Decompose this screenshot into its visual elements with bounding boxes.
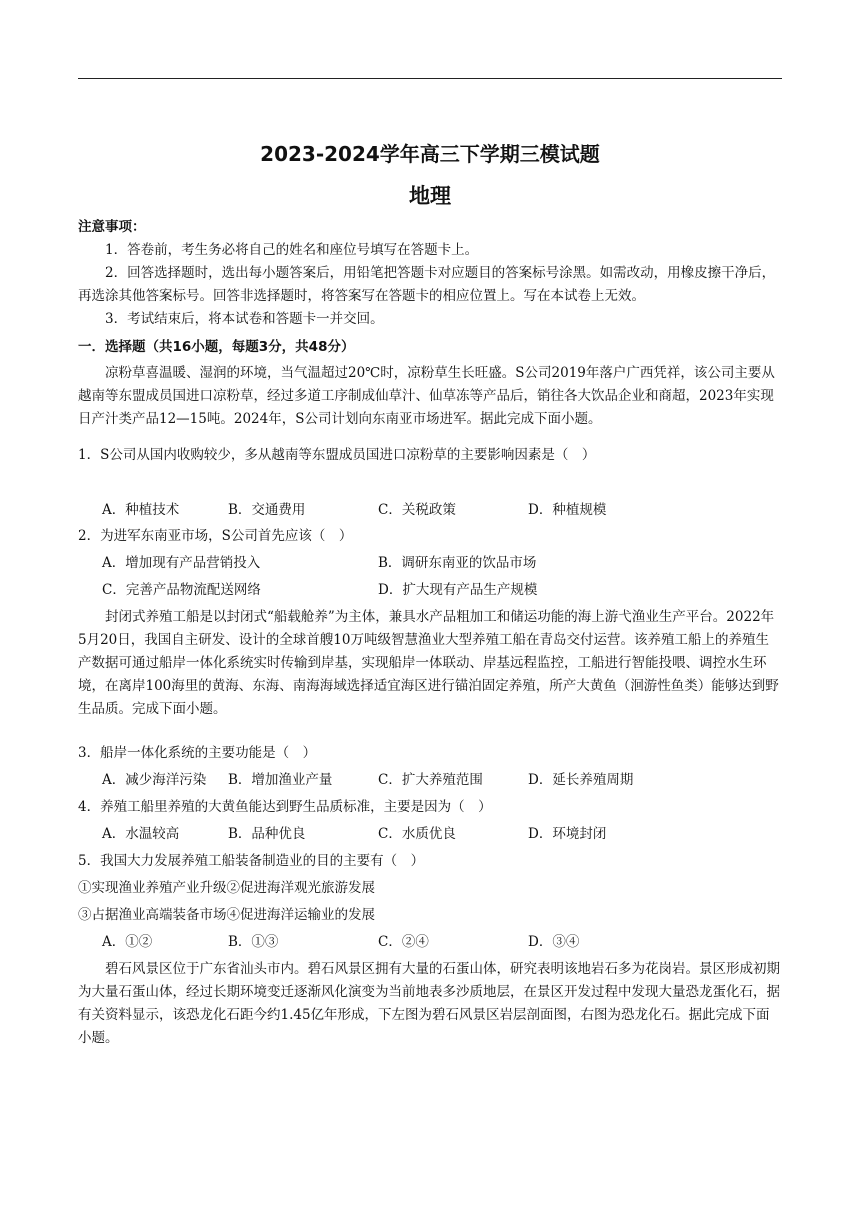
option-b: B．交通费用 [228,502,306,518]
question-5-statements-1: ①实现渔业养殖产业升级②促进海洋观光旅游发展 [78,880,375,896]
option-b: B．调研东南亚的饮品市场 [378,555,537,571]
option-c: C．②④ [378,934,429,950]
notice-heading: 注意事项： [78,219,146,235]
passage-1: 凉粉草喜温暖、湿润的环境，当气温超过20℃时，凉粉草生长旺盛。S公司2019年落户广西凭祥，该公司主要从越南等东盟成员国进口凉粉草，经过多道工序制成仙草汁、仙草冻等产品后，销往各大饮品企业和商超，2023年实现日产汁类产品12—15吨。2024年，S公司计划向东南亚市场进军。据此完成下面小题。 [78,365,775,427]
question-4-stem: 4．养殖工船里养殖的大黄鱼能达到野生品质标准，主要是因为（ ） [78,799,492,815]
question-2-stem: 2．为进军东南亚市场，S公司首先应该（ ） [78,528,353,544]
option-d: D．延长养殖周期 [528,772,634,788]
notice-item-2: 2．回答选择题时，选出每小题答案后，用铅笔把答题卡对应题目的答案标号涂黑。如需改动，用橡皮擦干净后，再选涂其他答案标号。回答非选择题时，将答案写在答题卡的相应位置上。写在本试卷上无效。 [78,265,776,304]
option-d: D．③④ [528,934,580,950]
question-1-stem: 1．S公司从国内收购较少，多从越南等东盟成员国进口凉粉草的主要影响因素是（ ） [78,447,596,463]
option-d: D．扩大现有产品生产规模 [378,582,538,598]
option-b: B．增加渔业产量 [228,772,333,788]
header-rule [78,78,782,79]
passage-2: 封闭式养殖工船是以封闭式“船载舱养”为主体，兼具水产品粗加工和储运功能的海上游弋渔业生产平台。2022年5月20日，我国自主研发、设计的全球首艘10万吨级智慧渔业大型养殖工船在青岛交付运营。该养殖工船上的养殖生产数据可通过船岸一体化系统实时传输到岸基，实现船岸一体联动、岸基远程监控，工船进行智能投喂、调控水生环境，在离岸100海里的黄海、东海、南海海域选择适宜海区进行锚泊固定养殖，所产大黄鱼（洄游性鱼类）能够达到野生品质。完成下面小题。 [78,609,779,717]
option-c: C．关税政策 [378,502,456,518]
option-c: C．水质优良 [378,826,456,842]
option-c: C．扩大养殖范围 [378,772,483,788]
option-c: C．完善产品物流配送网络 [102,582,261,598]
option-a: A．①② [102,934,153,950]
passage-3: 碧石风景区位于广东省汕头市内。碧石风景区拥有大量的石蛋山体，研究表明该地岩石多为花岗岩。景区形成初期为大量石蛋山体，经过长期环境变迁逐渐风化演变为当前地表多沙质地层，在景区开发过程中发现大量恐龙蛋化石，据有关资料显示，该恐龙化石距今约1.45亿年形成，下左图为碧石风景区岩层剖面图，右图为恐龙化石。据此完成下面小题。 [78,961,780,1046]
section-heading: 一．选择题（共16小题，每题3分，共48分） [78,339,355,355]
question-3-stem: 3．船岸一体化系统的主要功能是（ ） [78,745,317,761]
option-a: A．减少海洋污染 [102,772,207,788]
exam-title: 2023-2024学年高三下学期三模试题 [260,142,600,166]
question-5-stem: 5．我国大力发展养殖工船装备制造业的目的主要有（ ） [78,853,425,869]
notice-item-3: 3．考试结束后，将本试卷和答题卡一并交回。 [105,311,384,327]
question-5-statements-2: ③占据渔业高端装备市场④促进海洋运输业的发展 [78,907,375,923]
option-a: A．水温较高 [102,826,180,842]
option-d: D．种植规模 [528,502,607,518]
option-b: B．品种优良 [228,826,306,842]
option-a: A．种植技术 [102,502,180,518]
option-d: D．环境封闭 [528,826,607,842]
notice-item-1: 1．答卷前，考生务必将自己的姓名和座位号填写在答题卡上。 [105,242,479,258]
subject-title: 地理 [409,184,451,208]
option-a: A．增加现有产品营销投入 [102,555,261,571]
option-b: B．①③ [228,934,279,950]
